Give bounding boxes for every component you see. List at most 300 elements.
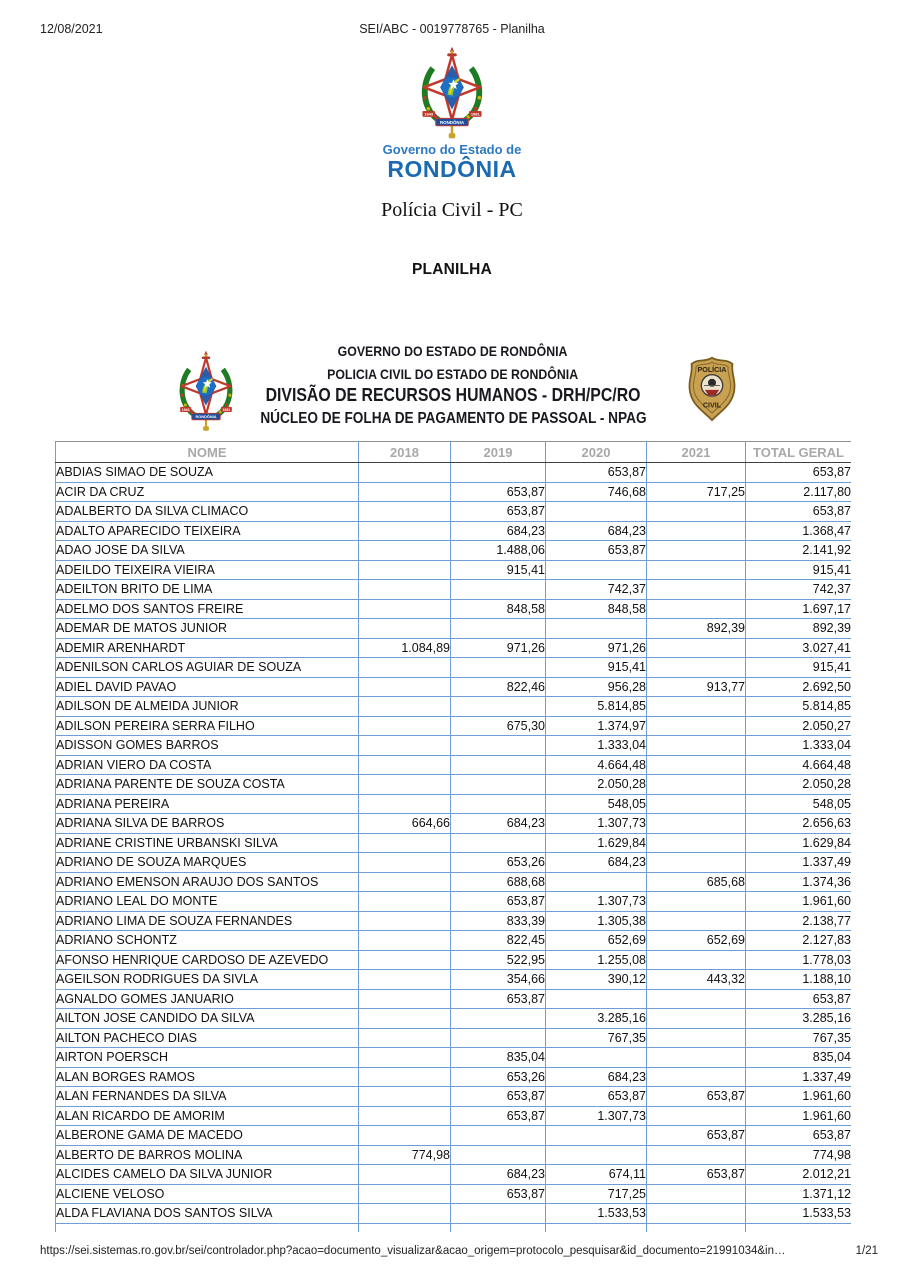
rondonia-coat-of-arms-small-icon [173,350,239,434]
value-cell: 1.533,53 [746,1204,852,1224]
value-cell: 3.285,16 [746,1009,852,1029]
value-cell [359,892,451,912]
name-cell: ADAO JOSE DA SILVA [56,541,359,561]
table-row [56,989,852,1009]
value-cell: 971,26 [451,638,546,658]
value-cell [647,658,746,678]
value-cell: 4.664,48 [546,755,647,775]
table-row [56,1048,852,1068]
value-cell: 3.027,41 [746,638,852,658]
value-cell: 548,05 [746,794,852,814]
value-cell: 653,87 [546,1087,647,1107]
value-cell: 1.961,60 [746,892,852,912]
value-cell [546,502,647,522]
value-cell: 653,87 [647,1126,746,1146]
value-cell: 1.255,08 [546,950,647,970]
value-cell: 390,12 [546,970,647,990]
logo-subtitle: Governo do Estado de [382,142,522,157]
value-cell [647,736,746,756]
value-cell: 1.374,36 [746,872,852,892]
name-cell: ADILSON DE ALMEIDA JUNIOR [56,697,359,717]
value-cell: 1.307,73 [546,892,647,912]
value-cell: 742,37 [746,580,852,600]
value-cell [359,716,451,736]
table-row [56,560,852,580]
value-cell: 2.050,27 [746,716,852,736]
value-cell [647,794,746,814]
column-header-2019: 2019 [451,442,546,463]
value-cell: 2.138,77 [746,911,852,931]
table-row [56,1126,852,1146]
value-cell [647,638,746,658]
value-cell: 5.814,85 [546,697,647,717]
value-cell [647,521,746,541]
name-cell: ADALTO APARECIDO TEIXEIRA [56,521,359,541]
name-cell: ADRIANA SILVA DE BARROS [56,814,359,834]
table-row [56,931,852,951]
value-cell [359,950,451,970]
value-cell: 653,87 [451,1106,546,1126]
value-cell [359,658,451,678]
value-cell: 1.533,53 [546,1204,647,1224]
value-cell: 717,25 [546,1184,647,1204]
name-cell: AGNALDO GOMES JANUARIO [56,989,359,1009]
name-cell: AGEILSON RODRIGUES DA SIVLA [56,970,359,990]
value-cell [359,560,451,580]
table-row [56,1087,852,1107]
table-row [56,482,852,502]
value-cell: 653,87 [451,482,546,502]
name-cell: ALAN BORGES RAMOS [56,1067,359,1087]
table-row [56,580,852,600]
value-cell [647,911,746,931]
table-row [56,1165,852,1185]
value-cell [451,619,546,639]
name-cell: ADRIANO LEAL DO MONTE [56,892,359,912]
value-cell [647,560,746,580]
print-doc-title: SEI/ABC - 0019778765 - Planilha [359,22,545,36]
value-cell [647,541,746,561]
footer-page-number: 1/21 [855,1245,878,1257]
value-cell [546,619,647,639]
table-row [56,1009,852,1029]
value-cell [647,755,746,775]
name-cell: ADRIANE CRISTINE URBANSKI SILVA [56,833,359,853]
table-row [56,1145,852,1165]
value-cell: 1.337,49 [746,1067,852,1087]
value-cell: 653,87 [451,989,546,1009]
value-cell: 892,39 [647,619,746,639]
table-row [56,1184,852,1204]
value-cell: 822,46 [451,677,546,697]
value-cell [546,1048,647,1068]
name-cell: ALBERTO DE BARROS MOLINA [56,1145,359,1165]
value-cell: 2.656,63 [746,814,852,834]
value-cell [546,989,647,1009]
empty-cell [56,1223,359,1232]
value-cell [647,1028,746,1048]
partial-empty-row [56,1223,852,1232]
value-cell [359,580,451,600]
value-cell [647,833,746,853]
value-cell: 664,66 [359,814,451,834]
value-cell [647,1184,746,1204]
name-cell: ADRIANA PEREIRA [56,794,359,814]
value-cell [647,1048,746,1068]
value-cell: 915,41 [746,560,852,580]
value-cell: 913,77 [647,677,746,697]
empty-cell [451,1223,546,1232]
value-cell [451,833,546,853]
value-cell [546,1126,647,1146]
value-cell [647,892,746,912]
value-cell: 1.337,49 [746,853,852,873]
value-cell: 1.333,04 [746,736,852,756]
value-cell [359,931,451,951]
empty-cell [359,1223,451,1232]
value-cell: 2.050,28 [746,775,852,795]
table-row [56,950,852,970]
table-row [56,541,852,561]
value-cell: 685,68 [647,872,746,892]
name-cell: ADRIANO EMENSON ARAUJO DOS SANTOS [56,872,359,892]
value-cell: 684,23 [546,853,647,873]
value-cell [359,1204,451,1224]
value-cell [647,853,746,873]
value-cell: 1.307,73 [546,1106,647,1126]
value-cell: 822,45 [451,931,546,951]
name-cell: ADRIAN VIERO DA COSTA [56,755,359,775]
empty-cell [647,1223,746,1232]
value-cell: 1.371,12 [746,1184,852,1204]
value-cell: 5.814,85 [746,697,852,717]
value-cell: 653,87 [546,463,647,483]
footer-url: https://sei.sistemas.ro.gov.br/sei/controlador.php?acao=documento_visualizar&acao_origem=protocolo_pesquisar&id_documento=21991034&in… [40,1245,786,1257]
value-cell: 774,98 [746,1145,852,1165]
value-cell [359,521,451,541]
table-row [56,970,852,990]
value-cell: 684,23 [451,1165,546,1185]
payroll-table-body [56,463,852,1233]
value-cell [359,1087,451,1107]
value-cell [451,1145,546,1165]
value-cell [647,1009,746,1029]
value-cell: 892,39 [746,619,852,639]
value-cell: 1.368,47 [746,521,852,541]
value-cell: 4.664,48 [746,755,852,775]
table-header-row [56,442,852,463]
table-row [56,638,852,658]
value-cell [451,463,546,483]
value-cell: 1.188,10 [746,970,852,990]
value-cell [359,697,451,717]
name-cell: ALCIENE VELOSO [56,1184,359,1204]
value-cell: 653,87 [746,989,852,1009]
name-cell: ALCIDES CAMELO DA SILVA JUNIOR [56,1165,359,1185]
value-cell [359,1165,451,1185]
name-cell: ADRIANO DE SOUZA MARQUES [56,853,359,873]
value-cell: 835,04 [451,1048,546,1068]
value-cell [359,833,451,853]
doc-heading: PLANILHA [412,261,492,278]
value-cell: 652,69 [647,931,746,951]
letterhead-line-2: POLICIA CIVIL DO ESTADO DE RONDÔNIA [327,366,579,382]
value-cell: 2.141,92 [746,541,852,561]
value-cell [359,775,451,795]
rondonia-coat-of-arms-icon [412,46,492,142]
name-cell: ADILSON PEREIRA SERRA FILHO [56,716,359,736]
table-row [56,599,852,619]
table-row [56,755,852,775]
table-row [56,619,852,639]
value-cell [359,872,451,892]
org-title: Polícia Civil - PC [381,199,523,221]
value-cell [647,1106,746,1126]
table-row [56,1204,852,1224]
column-header-2021: 2021 [647,442,746,463]
column-header-nome: NOME [56,442,359,463]
value-cell: 522,95 [451,950,546,970]
value-cell [359,989,451,1009]
letterhead-line-1: GOVERNO DO ESTADO DE RONDÔNIA [338,343,568,359]
value-cell [359,853,451,873]
table-row [56,911,852,931]
value-cell: 1.961,60 [746,1106,852,1126]
value-cell [451,580,546,600]
letterhead [55,340,851,438]
name-cell: ACIR DA CRUZ [56,482,359,502]
value-cell: 684,23 [451,521,546,541]
value-cell [359,736,451,756]
letterhead-line-4: NÚCLEO DE FOLHA DE PAGAMENTO DE PASSOAL - NPAG [259,410,647,427]
value-cell [359,599,451,619]
value-cell [647,697,746,717]
value-cell: 443,32 [647,970,746,990]
value-cell [647,463,746,483]
name-cell: ALAN FERNANDES DA SILVA [56,1087,359,1107]
value-cell: 3.285,16 [546,1009,647,1029]
value-cell [359,794,451,814]
name-cell: ALDA FLAVIANA DOS SANTOS SILVA [56,1204,359,1224]
name-cell: ABDIAS SIMAO DE SOUZA [56,463,359,483]
value-cell [359,1009,451,1029]
value-cell: 1.697,17 [746,599,852,619]
value-cell [359,482,451,502]
value-cell [451,755,546,775]
table-row [56,814,852,834]
value-cell [359,502,451,522]
name-cell: AFONSO HENRIQUE CARDOSO DE AZEVEDO [56,950,359,970]
value-cell: 742,37 [546,580,647,600]
value-cell: 2.692,50 [746,677,852,697]
value-cell: 915,41 [546,658,647,678]
value-cell: 717,25 [647,482,746,502]
value-cell [647,950,746,970]
value-cell: 767,35 [546,1028,647,1048]
table-row [56,775,852,795]
value-cell: 774,98 [359,1145,451,1165]
table-row [56,1067,852,1087]
value-cell [359,541,451,561]
value-cell: 915,41 [746,658,852,678]
name-cell: ALAN RICARDO DE AMORIM [56,1106,359,1126]
value-cell [451,658,546,678]
value-cell [451,794,546,814]
value-cell [546,872,647,892]
table-row [56,658,852,678]
name-cell: ADEMIR ARENHARDT [56,638,359,658]
value-cell: 653,87 [647,1165,746,1185]
value-cell [451,1204,546,1224]
empty-cell [746,1223,852,1232]
value-cell [647,599,746,619]
value-cell [647,502,746,522]
value-cell: 971,26 [546,638,647,658]
letterhead-line-3: DIVISÃO DE RECURSOS HUMANOS - DRH/PC/RO [265,385,641,405]
value-cell [359,619,451,639]
policia-civil-badge-icon [685,356,739,422]
value-cell [359,1106,451,1126]
value-cell [359,911,451,931]
value-cell: 653,87 [451,502,546,522]
value-cell: 1.961,60 [746,1087,852,1107]
value-cell: 1.629,84 [546,833,647,853]
value-cell: 1.778,03 [746,950,852,970]
value-cell [647,580,746,600]
column-header-total-geral: TOTAL GERAL [746,442,852,463]
table-row [56,463,852,483]
name-cell: ADENILSON CARLOS AGUIAR DE SOUZA [56,658,359,678]
value-cell [451,1009,546,1029]
name-cell: ADRIANA PARENTE DE SOUZA COSTA [56,775,359,795]
value-cell [647,775,746,795]
value-cell: 848,58 [451,599,546,619]
table-row [56,794,852,814]
value-cell: 674,11 [546,1165,647,1185]
logo-state-name: RONDÔNIA [387,156,517,182]
value-cell: 835,04 [746,1048,852,1068]
name-cell: ADALBERTO DA SILVA CLIMACO [56,502,359,522]
value-cell: 915,41 [451,560,546,580]
table-row [56,502,852,522]
value-cell: 653,87 [451,1184,546,1204]
name-cell: ADEILTON BRITO DE LIMA [56,580,359,600]
value-cell: 2.050,28 [546,775,647,795]
print-date: 12/08/2021 [40,22,103,36]
value-cell: 1.307,73 [546,814,647,834]
value-cell: 653,26 [451,853,546,873]
value-cell [451,775,546,795]
name-cell: AILTON JOSE CANDIDO DA SILVA [56,1009,359,1029]
name-cell: ADRIANO LIMA DE SOUZA FERNANDES [56,911,359,931]
value-cell: 652,69 [546,931,647,951]
value-cell [359,755,451,775]
value-cell [546,560,647,580]
value-cell [359,970,451,990]
value-cell: 746,68 [546,482,647,502]
value-cell: 653,26 [451,1067,546,1087]
column-header-2020: 2020 [546,442,647,463]
value-cell [359,1184,451,1204]
value-cell: 653,87 [746,1126,852,1146]
table-row [56,736,852,756]
value-cell [359,463,451,483]
name-cell: ADRIANO SCHONTZ [56,931,359,951]
value-cell: 653,87 [546,541,647,561]
value-cell: 675,30 [451,716,546,736]
value-cell [647,814,746,834]
table-row [56,521,852,541]
value-cell: 1.374,97 [546,716,647,736]
value-cell: 1.488,06 [451,541,546,561]
table-row [56,1106,852,1126]
table-row [56,716,852,736]
value-cell: 833,39 [451,911,546,931]
value-cell: 1.084,89 [359,638,451,658]
name-cell: ADEILDO TEIXEIRA VIEIRA [56,560,359,580]
value-cell [359,1048,451,1068]
table-row [56,853,852,873]
value-cell: 684,23 [451,814,546,834]
value-cell [546,1145,647,1165]
value-cell: 684,23 [546,521,647,541]
value-cell: 354,66 [451,970,546,990]
table-row [56,872,852,892]
value-cell: 653,87 [647,1087,746,1107]
value-cell: 1.305,38 [546,911,647,931]
name-cell: ALBERONE GAMA DE MACEDO [56,1126,359,1146]
value-cell [647,716,746,736]
value-cell [359,1126,451,1146]
name-cell: AIRTON POERSCH [56,1048,359,1068]
value-cell: 684,23 [546,1067,647,1087]
value-cell: 653,87 [746,502,852,522]
value-cell [647,989,746,1009]
value-cell: 848,58 [546,599,647,619]
value-cell [647,1204,746,1224]
value-cell: 548,05 [546,794,647,814]
table-row [56,697,852,717]
value-cell: 767,35 [746,1028,852,1048]
payroll-table [55,441,851,1232]
value-cell [359,1028,451,1048]
value-cell [451,1126,546,1146]
column-header-2018: 2018 [359,442,451,463]
value-cell: 1.629,84 [746,833,852,853]
value-cell [451,736,546,756]
value-cell: 2.012,21 [746,1165,852,1185]
value-cell [647,1145,746,1165]
value-cell: 653,87 [451,1087,546,1107]
empty-cell [546,1223,647,1232]
value-cell [451,1028,546,1048]
value-cell [451,697,546,717]
value-cell [647,1067,746,1087]
name-cell: ADELMO DOS SANTOS FREIRE [56,599,359,619]
value-cell: 2.127,83 [746,931,852,951]
value-cell: 2.117,80 [746,482,852,502]
value-cell: 688,68 [451,872,546,892]
name-cell: ADISSON GOMES BARROS [56,736,359,756]
table-row [56,1028,852,1048]
value-cell: 653,87 [451,892,546,912]
name-cell: ADEMAR DE MATOS JUNIOR [56,619,359,639]
table-row [56,833,852,853]
table-row [56,892,852,912]
value-cell [359,1067,451,1087]
value-cell: 653,87 [746,463,852,483]
value-cell: 1.333,04 [546,736,647,756]
